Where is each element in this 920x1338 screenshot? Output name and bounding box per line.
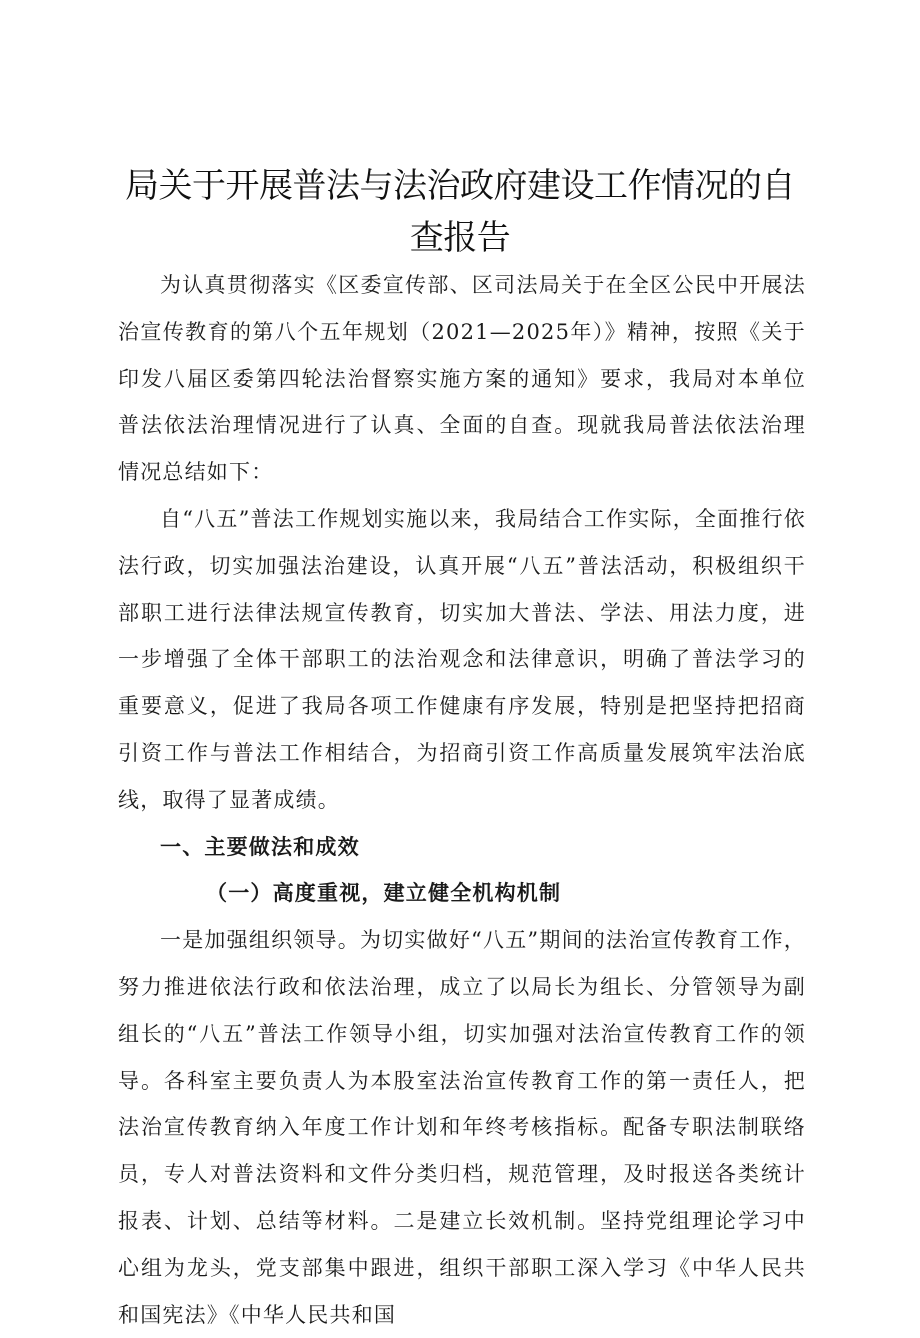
intro-paragraph: 为认真贯彻落实《区委宣传部、区司法局关于在全区公民中开展法治宣传教育的第八个五年规划（2021—2025年）》精神，按照《关于印发八届区委第四轮法治督察实施方案的通知》要求，我局对本单位普法依法治理情况进行了认真、全面的自查。现就我局普法依法治理情况总结如下： xyxy=(118,273,806,485)
leadership-paragraph: 一是加强组织领导。为切实做好“八五”期间的法治宣传教育工作，努力推进依法行政和依法治理，成立了以局长为组长、分管领导为副组长的“八五”普法工作领导小组，切实加强对法治宣传教育工作的领导。各科室主要负责人为本股室法治宣传教育工作的第一责任人，把法治宣传教育纳入年度工作计划和年终考核指标。配备专职法制联络员，专人对普法资料和文件分类归档，规范管理，及时报送各类统计报表、计划、总结等材料。二是建立长效机制。坚持党组理论学习中心组为龙头，党支部集中跟进，组织干部职工深入学习《中华人民共和国宪法》《中华人民共和国 xyxy=(118,928,806,1327)
overview-paragraph: 自“八五”普法工作规划实施以来，我局结合工作实际，全面推行依法行政，切实加强法治建设，认真开展“八五”普法活动，积极组织干部职工进行法律法规宣传教育，切实加大普法、学法、用法力度，进一步增强了全体干部职工的法治观念和法律意识，明确了普法学习的重要意义，促进了我局各项工作健康有序发展，特别是把坚持把招商引资工作与普法工作相结合，为招商引资工作高质量发展筑牢法治底线，取得了显著成绩。 xyxy=(118,506,806,812)
subsection-heading-leadership: （一）高度重视，建立健全机构机制 xyxy=(206,881,562,906)
document-body xyxy=(118,262,806,1338)
section-heading-main-practices: 一、主要做法和成效 xyxy=(160,834,360,859)
document-title: 局关于开展普法与法治政府建设工作情况的自查报告 xyxy=(125,166,795,258)
